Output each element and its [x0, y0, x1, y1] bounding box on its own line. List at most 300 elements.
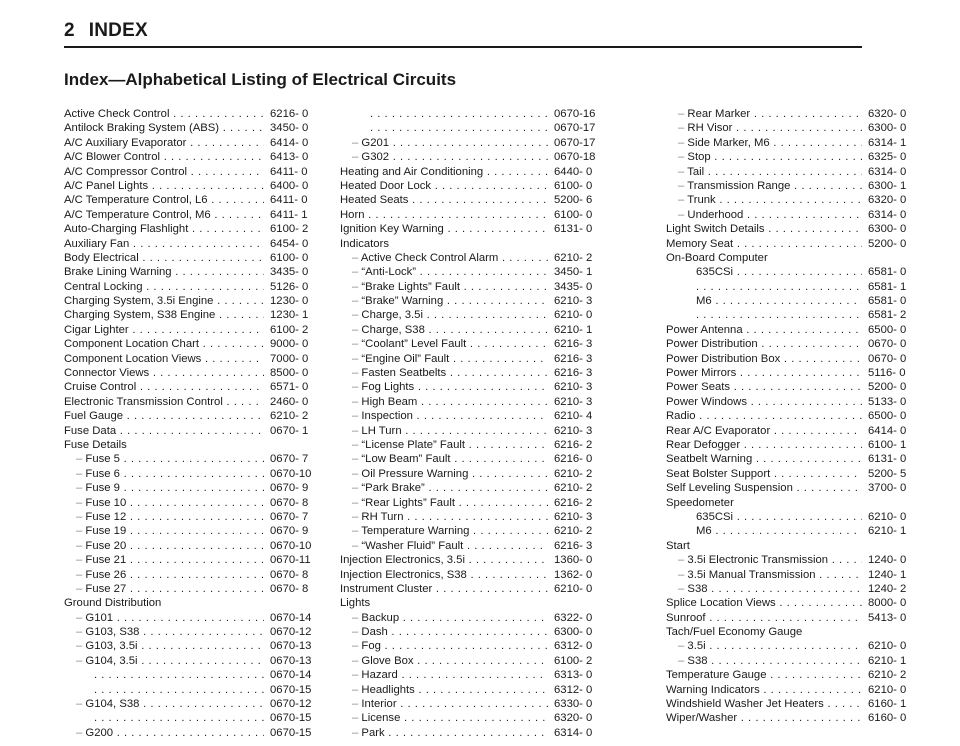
- index-entry: [666, 193, 928, 207]
- entry-text: [666, 569, 816, 581]
- entry-label: [64, 280, 264, 294]
- dash-marker: –: [352, 410, 362, 423]
- index-title: Index—Alphabetical Listing of Electrical Circuits: [64, 70, 457, 89]
- circuit-code: 0670- 9: [270, 525, 309, 538]
- entry-label-text: High Beam: [361, 395, 418, 408]
- index-entry: [64, 265, 326, 279]
- header-rule: [64, 46, 862, 48]
- entry-text: [340, 511, 403, 523]
- circuit-code: 0670-16: [554, 108, 596, 120]
- entry-label-text: Fuel Gauge: [64, 410, 124, 423]
- dash-marker: –: [352, 438, 362, 451]
- entry-text: [64, 640, 138, 652]
- entry-text: [64, 712, 94, 724]
- entry-text: [340, 324, 425, 336]
- entry-label-text: Charge, S38: [361, 323, 425, 336]
- index-entry: [64, 510, 326, 524]
- index-entry: [666, 510, 928, 524]
- entry-label-text: Temperature Warning: [361, 525, 470, 538]
- entry-label: [666, 611, 862, 625]
- entry-label: [666, 294, 862, 308]
- entry-text: [666, 324, 743, 336]
- entry-text: [64, 151, 160, 163]
- circuit-code: 6216- 3: [554, 539, 593, 552]
- entry-label-text: Glove Box: [361, 654, 414, 667]
- circuit-code: 6300- 0: [554, 626, 593, 639]
- circuit-code: 6210- 0: [868, 510, 907, 523]
- entry-text: [64, 655, 138, 667]
- entry-label-text: Speedometer: [666, 496, 734, 509]
- index-entry: [64, 409, 326, 423]
- entry-text: [340, 338, 466, 350]
- entry-text: [340, 309, 423, 321]
- circuit-code: 6312- 0: [554, 683, 593, 696]
- entry-text: [666, 309, 696, 321]
- entry-label-text: Stop: [687, 151, 711, 164]
- entry-text: [340, 425, 402, 437]
- entry-label-text: 3.5i Manual Transmission: [687, 568, 816, 581]
- circuit-code: 1240- 0: [868, 554, 907, 567]
- entry-text: [340, 640, 381, 652]
- entry-label: [666, 165, 862, 179]
- index-entry: [64, 582, 326, 596]
- entry-label: [666, 568, 862, 582]
- entry-label: [666, 366, 862, 380]
- entry-label-text: M6: [696, 525, 712, 538]
- circuit-code: 0670- 8: [270, 568, 309, 581]
- entry-text: [64, 410, 123, 422]
- entry-label: [340, 136, 548, 150]
- circuit-code: 6322- 0: [554, 611, 593, 624]
- entry-label: [64, 438, 264, 452]
- entry-label-text: Power Seats: [666, 381, 731, 394]
- dash-marker: –: [352, 683, 362, 696]
- entry-label: [666, 409, 862, 423]
- circuit-code: 6210- 0: [554, 582, 593, 595]
- entry-label: [666, 380, 862, 394]
- circuit-code: 0670- 8: [270, 582, 309, 595]
- entry-label: [340, 711, 548, 725]
- circuit-code: 5133- 0: [868, 395, 907, 408]
- index-entry: [666, 121, 928, 135]
- entry-label: [64, 208, 264, 222]
- circuit-code: 6411- 1: [270, 208, 308, 221]
- index-entry: [666, 222, 928, 236]
- entry-label: [340, 524, 548, 538]
- entry-label: [340, 107, 548, 121]
- index-entry: [64, 625, 326, 639]
- index-entry: [340, 222, 614, 236]
- entry-label-text: License: [361, 712, 401, 725]
- index-entry: [64, 337, 326, 351]
- entry-label-text: Indicators: [340, 237, 389, 250]
- circuit-code: 0670-11: [270, 554, 311, 567]
- circuit-code: 5200- 0: [868, 381, 907, 394]
- entry-label-text: 635CSi: [696, 266, 734, 279]
- entry-label: [64, 481, 264, 495]
- index-entry: [340, 121, 614, 135]
- entry-label: [666, 136, 862, 150]
- index-entry: [666, 496, 928, 510]
- entry-text: [666, 108, 750, 120]
- index-entry: [666, 280, 928, 294]
- entry-label-text: Component Location Views: [64, 352, 202, 365]
- dash-marker: –: [352, 367, 362, 380]
- entry-label: [340, 308, 548, 322]
- entry-text: [340, 597, 370, 609]
- dash-marker: –: [352, 654, 362, 667]
- circuit-code: 0670- 7: [270, 453, 309, 466]
- circuit-code: 6411- 0: [270, 194, 308, 207]
- circuit-code: 5413- 0: [868, 611, 907, 624]
- entry-text: [666, 209, 743, 221]
- entry-text: [64, 180, 148, 192]
- entry-label: [340, 323, 548, 337]
- entry-text: [666, 381, 730, 393]
- circuit-code: 6314- 0: [868, 208, 907, 221]
- circuit-code: 6100- 1: [868, 438, 907, 451]
- entry-text: [666, 540, 690, 552]
- entry-label: [64, 121, 264, 135]
- entry-label-text: “Engine Oil” Fault: [361, 352, 450, 365]
- index-entry: [666, 668, 928, 682]
- circuit-code: 6320- 0: [868, 194, 907, 207]
- circuit-code: 6413- 0: [270, 151, 309, 164]
- index-entry: [64, 136, 326, 150]
- entry-text: [666, 353, 780, 365]
- entry-text: [666, 640, 706, 652]
- circuit-code: 0670- 0: [868, 352, 907, 365]
- circuit-code: 6581- 1: [868, 280, 907, 293]
- dash-marker: –: [352, 395, 362, 408]
- entry-label-text: A/C Blower Control: [64, 151, 161, 164]
- entry-label-text: Transmission Range: [687, 179, 791, 192]
- entry-label-text: Underhood: [687, 208, 744, 221]
- circuit-code: 6581- 2: [868, 309, 907, 322]
- entry-label: [64, 654, 264, 668]
- dash-marker: –: [352, 266, 362, 279]
- entry-label: [666, 510, 862, 524]
- entry-label-text: Connector Views: [64, 367, 150, 380]
- entry-label-text: Fog Lights: [361, 381, 415, 394]
- entry-label-text: M6: [696, 295, 712, 308]
- index-entry: [64, 395, 326, 409]
- circuit-code: 6210- 4: [554, 410, 593, 423]
- entry-label: [666, 222, 862, 236]
- entry-label-text: Inspection: [361, 410, 413, 423]
- entry-text: [666, 597, 776, 609]
- entry-text: [64, 194, 208, 206]
- circuit-code: 6100- 2: [554, 654, 593, 667]
- circuit-code: 1230- 0: [270, 295, 309, 308]
- entry-label: [340, 481, 548, 495]
- index-entry: [340, 237, 614, 251]
- circuit-code: 6210- 2: [554, 525, 593, 538]
- dash-marker: –: [352, 424, 362, 437]
- entry-label-text: S38: [687, 582, 708, 595]
- entry-label-text: Trunk: [687, 194, 716, 207]
- entry-label: [64, 308, 264, 322]
- entry-label: [666, 452, 862, 466]
- entry-label: [64, 165, 264, 179]
- entry-label-text: “Park Brake”: [361, 482, 425, 495]
- dash-marker: –: [76, 496, 86, 509]
- entry-label-text: Power Mirrors: [666, 367, 737, 380]
- entry-label: [666, 654, 862, 668]
- index-entry: [666, 323, 928, 337]
- entry-label: [666, 596, 862, 610]
- index-entry: [340, 308, 614, 322]
- entry-label-text: Windshield Washer Jet Heaters: [666, 698, 824, 711]
- entry-label: [64, 568, 264, 582]
- entry-label-text: Fuse 27: [85, 582, 127, 595]
- entry-label-text: Injection Electronics, 3.5i: [340, 554, 465, 567]
- dash-marker: –: [76, 654, 86, 667]
- entry-label-text: Rear Defogger: [666, 438, 741, 451]
- index-entry: [666, 265, 928, 279]
- dash-marker: –: [76, 467, 86, 480]
- entry-label-text: Body Electrical: [64, 251, 139, 264]
- index-entry: [340, 323, 614, 337]
- entry-label-text: G201: [361, 136, 390, 149]
- circuit-code: 0670-12: [270, 626, 312, 639]
- entry-label: [64, 337, 264, 351]
- index-entry: [64, 683, 326, 697]
- entry-label-text: Active Check Control Alarm: [360, 251, 499, 264]
- circuit-code: 0670-17: [554, 122, 596, 135]
- entry-text: [340, 122, 370, 134]
- circuit-code: 6414- 0: [270, 136, 309, 149]
- entry-text: [340, 151, 389, 163]
- circuit-code: 0670-15: [270, 683, 312, 696]
- circuit-code: 0670-15: [270, 726, 312, 739]
- circuit-code: [548, 237, 614, 251]
- entry-text: [64, 381, 136, 393]
- entry-label: [340, 280, 548, 294]
- index-entry: [340, 150, 614, 164]
- circuit-code: 8500- 0: [270, 367, 309, 380]
- entry-label: [666, 496, 862, 510]
- index-entry: [64, 568, 326, 582]
- circuit-code: 2460- 0: [270, 395, 309, 408]
- entry-label-text: Fuse 5: [85, 453, 120, 466]
- entry-text: [64, 626, 139, 638]
- entry-text: [340, 669, 398, 681]
- circuit-code: 6313- 0: [554, 669, 593, 682]
- entry-label: [340, 438, 548, 452]
- entry-text: [64, 209, 211, 221]
- entry-label: [340, 467, 548, 481]
- entry-label-text: Rear Marker: [687, 108, 751, 120]
- index-entry: [666, 294, 928, 308]
- circuit-code: 5126- 0: [270, 280, 309, 293]
- index-entry: [666, 467, 928, 481]
- circuit-code: 6300- 1: [868, 179, 907, 192]
- circuit-code: 6400- 0: [270, 179, 309, 192]
- index-entry: [340, 265, 614, 279]
- entry-label: [340, 568, 548, 582]
- entry-text: [666, 281, 696, 293]
- dash-marker: –: [352, 482, 362, 495]
- entry-text: [340, 655, 414, 667]
- entry-label-text: Central Locking: [64, 280, 143, 293]
- entry-label-text: Ground Distribution: [64, 597, 162, 610]
- index-entry: [64, 222, 326, 236]
- entry-label: [340, 683, 548, 697]
- entry-label: [666, 323, 862, 337]
- dash-marker: –: [76, 568, 86, 581]
- index-entry: [666, 711, 928, 725]
- entry-label-text: A/C Temperature Control, M6: [64, 208, 211, 221]
- entry-label: [64, 553, 264, 567]
- entry-text: [340, 626, 388, 638]
- circuit-code: [264, 438, 326, 452]
- circuit-code: 1240- 1: [868, 568, 907, 581]
- entry-label-text: Dash: [361, 626, 388, 639]
- index-entry: [340, 496, 614, 510]
- entry-label: [340, 726, 548, 740]
- entry-label: [340, 237, 548, 251]
- entry-label: [666, 193, 862, 207]
- entry-label: [666, 208, 862, 222]
- entry-label: [340, 208, 548, 222]
- index-entry: [340, 654, 614, 668]
- entry-text: [666, 655, 708, 667]
- entry-label: [340, 424, 548, 438]
- entry-text: [64, 367, 149, 379]
- index-entry: [64, 121, 326, 135]
- index-entry: [64, 611, 326, 625]
- entry-label: [64, 366, 264, 380]
- circuit-code: 8000- 0: [868, 597, 907, 610]
- index-entry: [64, 539, 326, 553]
- index-entry: [64, 711, 326, 725]
- entry-label: [64, 625, 264, 639]
- entry-label-text: Charging System, S38 Engine: [64, 309, 216, 322]
- index-entry: [666, 654, 928, 668]
- circuit-code: 6210- 2: [554, 482, 593, 495]
- entry-text: [340, 281, 460, 293]
- entry-text: [666, 295, 712, 307]
- entry-label: [340, 654, 548, 668]
- index-entry: [64, 668, 326, 682]
- entry-text: [64, 309, 215, 321]
- index-entry: [340, 280, 614, 294]
- circuit-code: 6312- 0: [554, 640, 593, 653]
- entry-label-text: Backup: [361, 611, 400, 624]
- dash-marker: –: [352, 280, 362, 293]
- entry-label: [340, 265, 548, 279]
- circuit-code: 6216- 2: [554, 496, 593, 509]
- entry-label: [666, 553, 862, 567]
- index-entry: [340, 107, 614, 121]
- dash-marker: –: [76, 611, 86, 624]
- entry-text: [64, 238, 129, 250]
- entry-label: [64, 409, 264, 423]
- entry-label: [666, 280, 862, 294]
- dash-marker: –: [352, 151, 362, 164]
- index-entry: [64, 237, 326, 251]
- entry-label: [64, 179, 264, 193]
- circuit-code: 0670-17: [554, 136, 596, 149]
- entry-label: [64, 424, 264, 438]
- entry-label: [340, 582, 548, 596]
- circuit-code: [862, 251, 928, 265]
- circuit-code: 7000- 0: [270, 352, 309, 365]
- entry-label-text: RH Turn: [361, 510, 404, 523]
- entry-text: [340, 684, 415, 696]
- index-entry: [64, 323, 326, 337]
- circuit-code: 5116- 0: [868, 367, 906, 380]
- entry-label-text: Horn: [340, 208, 365, 221]
- entry-label-text: G103, 3.5i: [85, 640, 138, 653]
- circuit-code: 6210- 0: [868, 683, 907, 696]
- entry-label: [666, 438, 862, 452]
- index-entry: [340, 481, 614, 495]
- dash-marker: –: [76, 582, 86, 595]
- entry-text: [64, 425, 116, 437]
- entry-label-text: Charge, 3.5i: [361, 309, 423, 322]
- index-entry: [340, 352, 614, 366]
- index-entry: [666, 380, 928, 394]
- entry-label: [340, 539, 548, 553]
- index-entry: [340, 539, 614, 553]
- entry-label-text: A/C Compressor Control: [64, 165, 188, 178]
- entry-text: [666, 511, 733, 523]
- entry-text: [666, 137, 770, 149]
- dash-marker: –: [352, 626, 362, 639]
- circuit-code: 6320- 0: [868, 108, 907, 120]
- index-entry: [340, 208, 614, 222]
- entry-label-text: Rear A/C Evaporator: [666, 424, 771, 437]
- entry-label: [666, 639, 862, 653]
- index-entry: [340, 568, 614, 582]
- index-entry: [666, 611, 928, 625]
- circuit-code: 6210- 0: [554, 309, 593, 322]
- index-entry: [340, 366, 614, 380]
- circuit-code: 0670-10: [270, 539, 312, 552]
- entry-label: [64, 726, 264, 740]
- entry-text: [64, 511, 126, 523]
- entry-text: [64, 166, 187, 178]
- circuit-code: 6210- 3: [554, 295, 593, 308]
- entry-label: [340, 611, 548, 625]
- circuit-code: 6454- 0: [270, 237, 309, 250]
- index-entry: [340, 467, 614, 481]
- entry-label-text: G101: [85, 611, 114, 624]
- circuit-code: 6131- 0: [868, 453, 907, 466]
- entry-label: [340, 625, 548, 639]
- dash-marker: –: [352, 467, 362, 480]
- entry-text: [340, 108, 370, 120]
- entry-text: [666, 338, 758, 350]
- dash-marker: –: [678, 179, 688, 192]
- entry-label: [64, 395, 264, 409]
- page-number: 2: [64, 20, 75, 41]
- index-entry: [666, 366, 928, 380]
- circuit-code: 6325- 0: [868, 151, 907, 164]
- entry-label-text: Instrument Cluster: [340, 582, 433, 595]
- circuit-code: [862, 539, 928, 553]
- index-entry: [64, 452, 326, 466]
- circuit-code: 6210- 3: [554, 381, 593, 394]
- entry-text: [340, 137, 389, 149]
- index-entry: [64, 193, 326, 207]
- index-entry: [666, 639, 928, 653]
- index-entry: [666, 697, 928, 711]
- entry-label: [340, 150, 548, 164]
- entry-label: [340, 596, 548, 610]
